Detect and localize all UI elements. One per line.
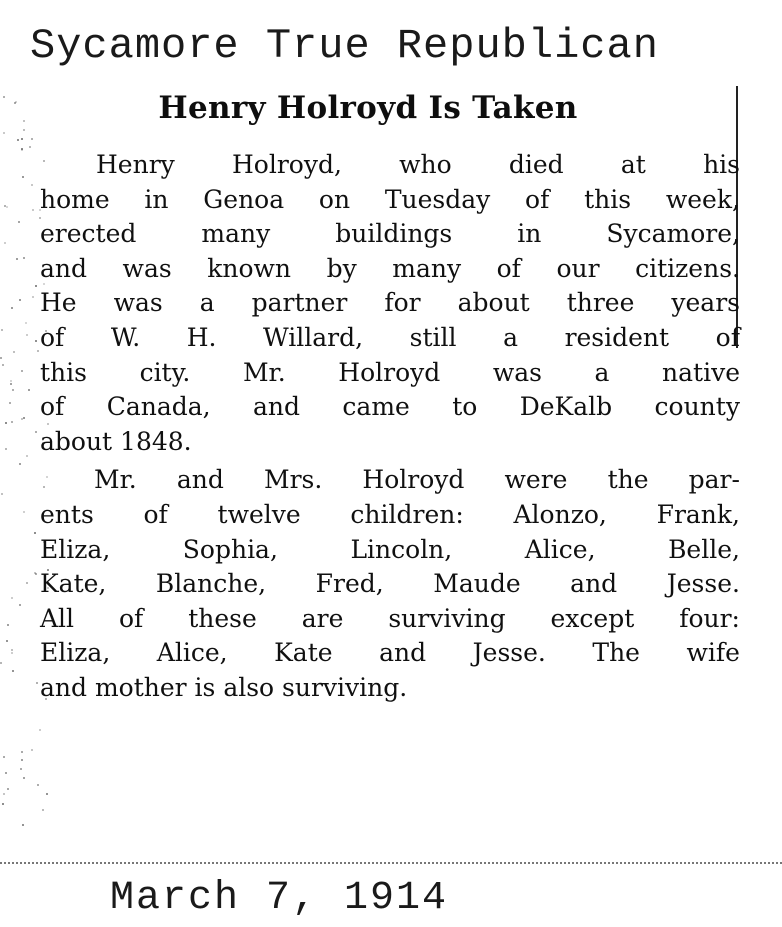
scan-speck: [2, 803, 4, 805]
article-line: Eliza, Sophia, Lincoln, Alice, Belle,: [40, 534, 740, 564]
scan-speck: [12, 670, 14, 672]
scan-speck: [15, 101, 17, 103]
scan-speck: [7, 788, 9, 790]
scan-speck: [11, 597, 13, 599]
scan-speck: [5, 422, 7, 424]
scan-speck: [6, 206, 8, 208]
clipping-bottom-edge: [0, 862, 782, 864]
scan-speck: [4, 205, 6, 207]
article-line: and mother is also surviving.: [40, 672, 408, 702]
article-line: Mr. and Mrs. Holroyd were the par-: [94, 465, 740, 495]
article-line: Eliza, Alice, Kate and Jesse. The wife: [40, 638, 740, 668]
article-line: of Canada, and came to DeKalb county: [40, 392, 740, 422]
scan-speck: [3, 793, 5, 795]
scan-speck: [4, 242, 6, 244]
article-line: Henry Holroyd, who died at his: [96, 150, 740, 179]
article-paragraph-1: [40, 148, 740, 459]
scan-speck: [12, 389, 14, 391]
scan-speck: [3, 96, 5, 98]
scan-speck: [10, 380, 12, 382]
scan-speck: [1, 493, 3, 495]
article-line: All of these are surviving except four:: [40, 603, 740, 633]
scan-speck: [11, 652, 13, 654]
article-clipping: [18, 82, 758, 862]
scan-speck: [6, 640, 8, 642]
article-line: He was a partner for about three years: [40, 288, 740, 318]
article-line: home in Genoa on Tuesday of this week,: [40, 184, 740, 214]
article-line: this city. Mr. Holroyd was a native: [40, 357, 740, 387]
article-body: [40, 148, 740, 706]
scan-speck: [1, 329, 3, 331]
scan-speck: [11, 649, 13, 651]
scan-speck: [13, 351, 15, 353]
scan-speck: [5, 772, 7, 774]
scan-speck: [7, 624, 9, 626]
scan-speck: [11, 307, 13, 309]
scan-speck: [3, 756, 5, 758]
article-line: erected many buildings in Sycamore,: [40, 219, 740, 249]
scan-speck: [5, 448, 7, 450]
newspaper-masthead: Sycamore True Republican: [30, 22, 659, 70]
scan-speck: [0, 357, 2, 359]
scan-speck: [11, 421, 13, 423]
article-line: Kate, Blanche, Fred, Maude and Jesse.: [40, 569, 740, 599]
scan-speck: [0, 662, 2, 664]
scan-speck: [3, 132, 5, 134]
article-line: and was known by many of our citizens.: [40, 253, 740, 283]
scan-speck: [10, 383, 12, 385]
article-line: about 1848.: [40, 426, 192, 456]
article-headline: Henry Holroyd Is Taken: [158, 90, 578, 126]
scan-speck: [9, 402, 11, 404]
article-dateline: March 7, 1914: [110, 876, 449, 921]
scan-speck: [2, 364, 4, 366]
article-paragraph-2: [40, 463, 740, 705]
article-line: ents of twelve children: Alonzo, Frank,: [40, 499, 740, 529]
article-line: of W. H. Willard, still a resident of: [40, 322, 740, 352]
